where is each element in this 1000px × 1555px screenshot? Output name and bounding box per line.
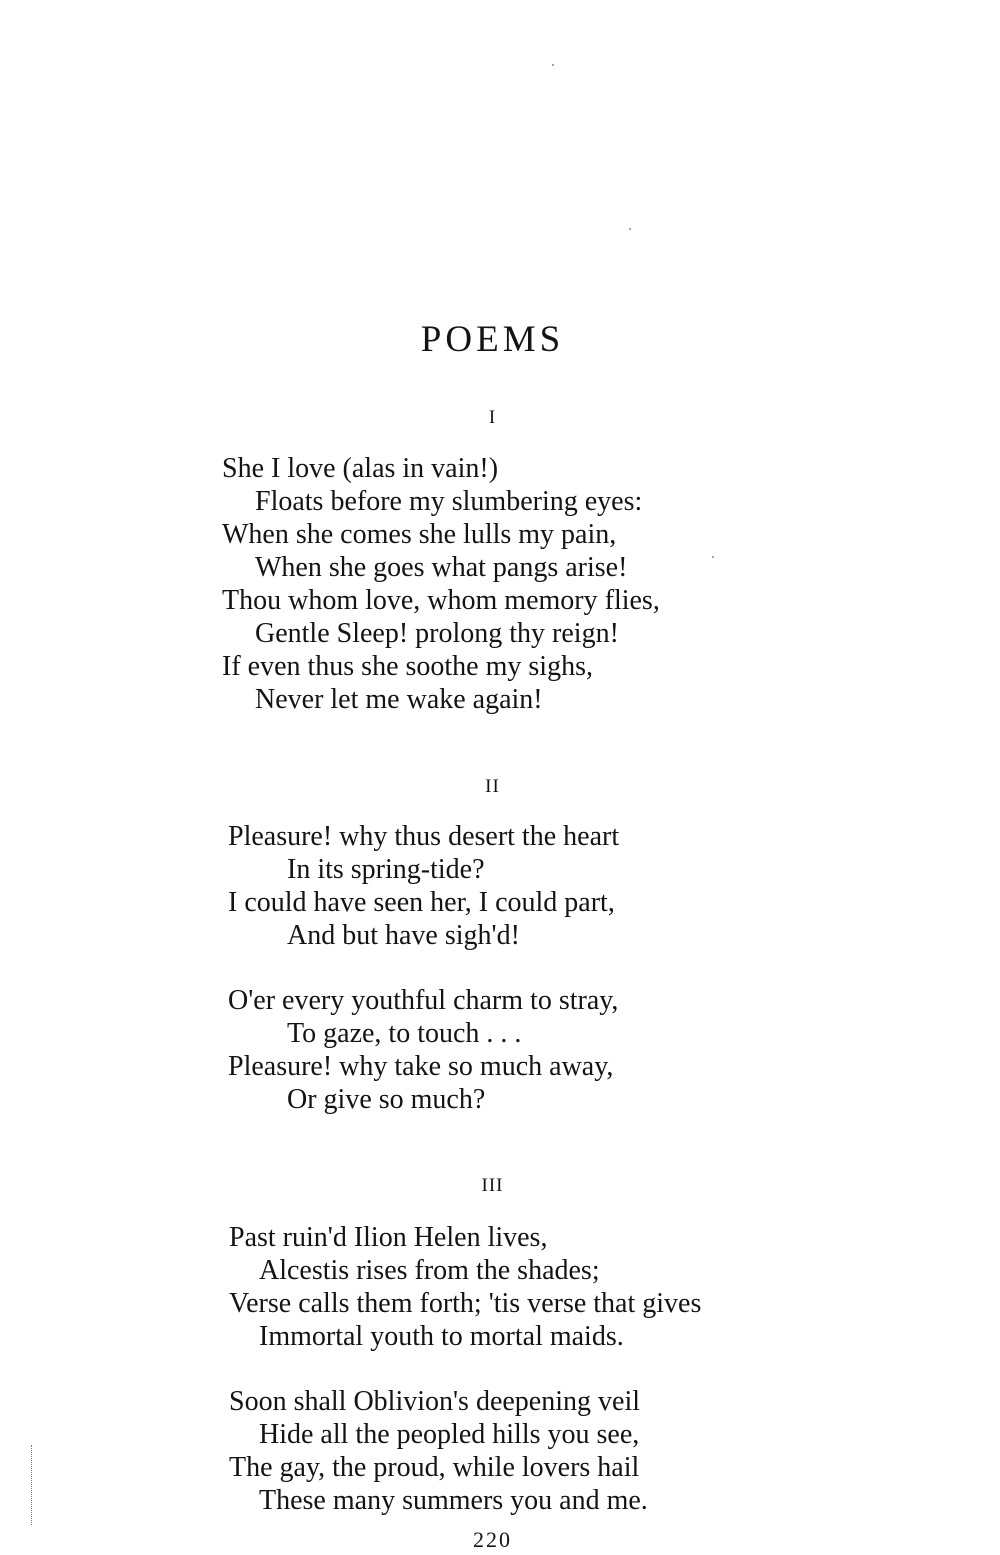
poem-line: In its spring-tide? bbox=[287, 854, 485, 885]
poem-line: Floats before my slumbering eyes: bbox=[255, 486, 643, 517]
poem-line: And but have sigh'd! bbox=[287, 920, 520, 951]
poem-line: Past ruin'd Ilion Helen lives, bbox=[229, 1222, 548, 1253]
poem-line: Soon shall Oblivion's deepening veil bbox=[229, 1386, 641, 1417]
scan-speck bbox=[629, 228, 631, 230]
poem-numeral: III bbox=[481, 1175, 504, 1196]
poem-line: Alcestis rises from the shades; bbox=[259, 1255, 600, 1286]
poem-line: To gaze, to touch . . . bbox=[287, 1018, 522, 1049]
poem-line: Immortal youth to mortal maids. bbox=[259, 1321, 624, 1352]
scan-speck bbox=[712, 556, 714, 558]
poem-line: When she comes she lulls my pain, bbox=[222, 519, 617, 550]
poem-numeral: II bbox=[485, 776, 500, 797]
poem-line: Verse calls them forth; 'tis verse that gives bbox=[229, 1288, 702, 1319]
poem-line: The gay, the proud, while lovers hail bbox=[229, 1452, 640, 1483]
margin-scan-mark bbox=[31, 1445, 32, 1525]
poem-line: Thou whom love, whom memory flies, bbox=[222, 585, 660, 616]
poem-line: Hide all the peopled hills you see, bbox=[259, 1419, 640, 1450]
poem-line: O'er every youthful charm to stray, bbox=[228, 985, 619, 1016]
poem-line: Pleasure! why thus desert the heart bbox=[228, 821, 620, 852]
poem-line: If even thus she soothe my sighs, bbox=[222, 651, 593, 682]
page-title: POEMS bbox=[420, 319, 565, 360]
poem-line: Never let me wake again! bbox=[255, 684, 543, 715]
page-number: 220 bbox=[473, 1527, 512, 1552]
poem-line: Pleasure! why take so much away, bbox=[228, 1051, 614, 1082]
poem-numeral: I bbox=[488, 407, 497, 428]
poem-line: When she goes what pangs arise! bbox=[255, 552, 628, 583]
poem-line: I could have seen her, I could part, bbox=[228, 887, 615, 918]
poem-line: She I love (alas in vain!) bbox=[222, 453, 499, 484]
poem-line: Or give so much? bbox=[287, 1084, 486, 1115]
poem-line: These many summers you and me. bbox=[259, 1485, 648, 1516]
scan-speck bbox=[552, 64, 554, 66]
poem-line: Gentle Sleep! prolong thy reign! bbox=[255, 618, 619, 649]
